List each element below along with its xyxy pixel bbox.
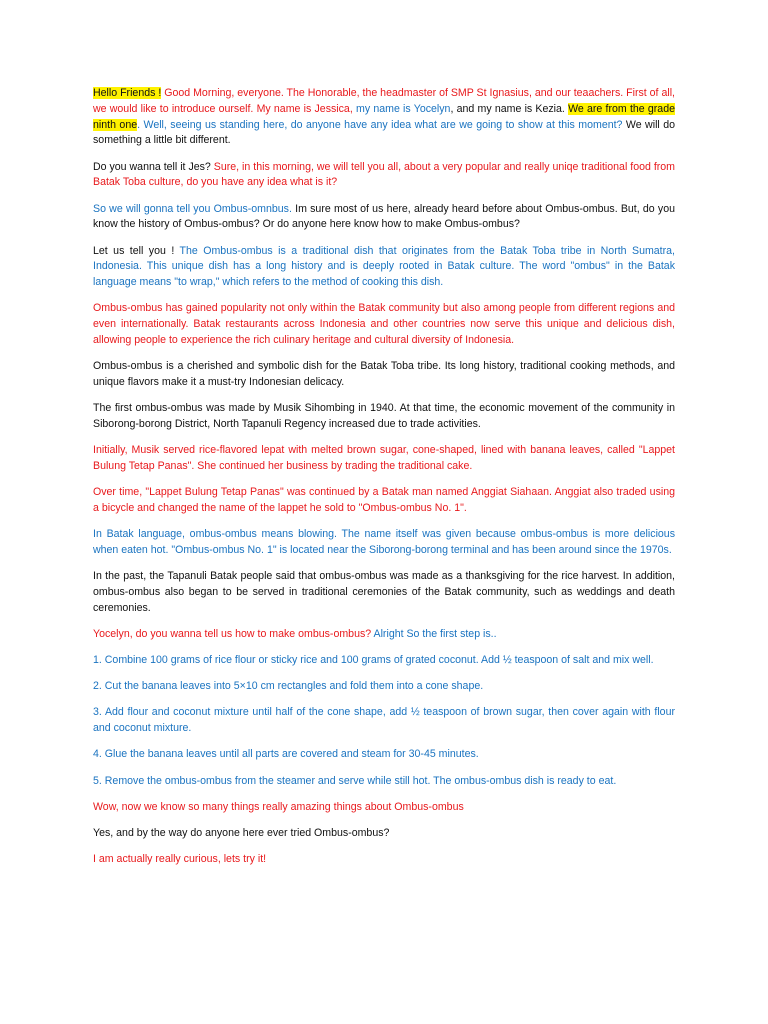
text-run: my name is Yocelyn	[356, 102, 451, 115]
paragraph	[93, 826, 675, 842]
text-run: , and my name is Kezia.	[450, 102, 569, 115]
paragraph	[93, 443, 675, 475]
text-run: 5. Remove the ombus-ombus from the steamer and serve while still hot. The ombus-ombus dish is ready to eat.	[93, 774, 617, 787]
text-run: Im sure most of us here, already heard before about Ombus-ombus. But, do you know the history of Ombus-ombus? Or do anyone here know how to make Ombus-ombus?	[93, 202, 676, 231]
text-run: We will do something a little bit different.	[93, 118, 676, 147]
paragraph	[93, 627, 675, 643]
paragraph	[93, 852, 675, 868]
paragraph	[93, 202, 675, 234]
text-run: Do you wanna tell it Jes?	[93, 160, 214, 173]
paragraph	[93, 359, 675, 391]
text-run: The first ombus-ombus was made by Musik Sihombing in 1940. At that time, the economic movement of the community in Siborong-borong District, North Tapanuli Regency increased due to trade activities.	[93, 402, 675, 430]
paragraph	[93, 401, 675, 433]
paragraph	[93, 569, 675, 616]
text-run: Over time, "Lappet Bulung Tetap Panas" was continued by a Batak man named Anggiat Siahaan. Anggiat also traded using a bicycle and changed the name of the lappet he sold to "Ombus-ombus No. 1".	[93, 486, 675, 514]
text-run: The Ombus-ombus is a traditional dish that originates from the Batak Toba tribe in North Sumatra, Indonesia. This unique dish has a long history and is deeply rooted in Batak culture. The word "ombus" in the Batak language means "to wrap," which refers to the method of cooking this dish.	[93, 244, 675, 289]
paragraph	[93, 653, 675, 669]
text-run: I am actually really curious, lets try it!	[93, 853, 267, 866]
text-run: 3. Add flour and coconut mixture until half of the cone shape, add ½ teaspoon of brown sugar, then cover again with flour and coconut mixture.	[93, 706, 675, 735]
text-run: . Well, seeing us standing here, do anyone have any idea what are we going to show at this moment?	[137, 118, 623, 131]
text-run: Initially, Musik served rice-flavored lepat with melted brown sugar, cone-shaped, lined with banana leaves, called "Lappet Bulung Tetap Panas". She continued her business by trading the traditional cake.	[93, 444, 675, 472]
paragraph	[93, 800, 675, 816]
text-run: Wow, now we know so many things really amazing things about Ombus-ombus	[93, 800, 464, 813]
document-body	[93, 86, 675, 878]
highlighted-text-run: Hello Friends !	[93, 87, 162, 99]
text-run: In the past, the Tapanuli Batak people said that ombus-ombus was made as a thanksgiving for the rice harvest. In addition, ombus-ombus also began to be served in traditional ceremonies of the Batak community, such as weddings and death ceremonies.	[93, 570, 675, 614]
text-run: Yes, and by the way do anyone here ever tried Ombus-ombus?	[93, 826, 390, 839]
text-run: 4. Glue the banana leaves until all parts are covered and steam for 30-45 minutes.	[93, 748, 479, 761]
paragraph	[93, 705, 675, 737]
text-run: So we will gonna tell you Ombus-omnbus.	[93, 202, 292, 215]
text-run: Alright So the first step is..	[373, 627, 497, 640]
text-run: Ombus-ombus has gained popularity not only within the Batak community but also among people from different regions and even internationally. Batak restaurants across Indonesia and other countries now serve this unique and delicious dish, allowing people to experience the rich culinary heritage and cultural diversity of Indonesia.	[93, 302, 675, 346]
text-run: Good Morning, everyone. The Honorable, the headmaster of SMP St Ignasius, and our teaachers. First of all, we would like to introduce ourself. My name is Jessica,	[93, 87, 675, 115]
paragraph	[93, 86, 675, 149]
paragraph	[93, 485, 675, 517]
text-run: Yocelyn, do you wanna tell us how to make ombus-ombus?	[93, 627, 374, 640]
paragraph	[93, 527, 675, 559]
text-run: Ombus-ombus is a cherished and symbolic dish for the Batak Toba tribe. Its long history, traditional cooking methods, and unique flavors make it a must-try Indonesian delicacy.	[93, 360, 675, 388]
text-run: Let us tell you !	[93, 244, 180, 257]
paragraph	[93, 774, 675, 790]
text-run: 2. Cut the banana leaves into 5×10 cm rectangles and fold them into a cone shape.	[93, 680, 484, 693]
paragraph	[93, 679, 675, 695]
paragraph	[93, 244, 675, 291]
paragraph	[93, 747, 675, 763]
text-run: In Batak language, ombus-ombus means blowing. The name itself was given because ombus-ombus is more delicious when eaten hot. "Ombus-ombus No. 1" is located near the Siborong-borong terminal and has been around since the 1970s.	[93, 528, 675, 556]
text-run: 1. Combine 100 grams of rice flour or sticky rice and 100 grams of grated coconut. Add ½ teaspoon of salt and mix well.	[93, 654, 654, 666]
highlighted-text-run: We are from the grade ninth one	[93, 102, 675, 131]
text-run: Sure, in this morning, we will tell you all, about a very popular and really uniqe traditional food from Batak Toba culture, do you have any idea what is it?	[93, 160, 676, 189]
paragraph	[93, 301, 675, 348]
paragraph	[93, 160, 675, 192]
